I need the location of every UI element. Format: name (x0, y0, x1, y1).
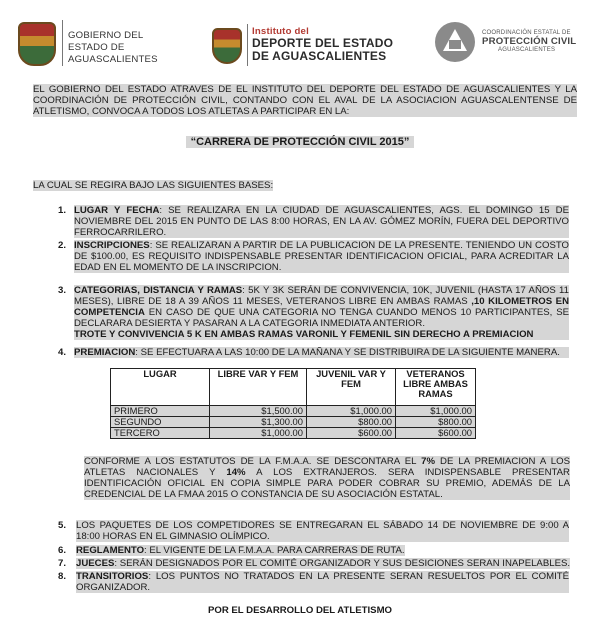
intro-paragraph: EL GOBIERNO DEL ESTADO ATRAVES DE EL INSTITUTO DEL DEPORTE DEL ESTADO DE AGUASCALIENTES Y LA COORDINACIÓN DE PROTECCIÓN CIVIL, CONTANDO CON EL AVAL DE LA ASOCIACION AGUASCALENTENSE DE ATLETISMO, CONVOCA A TODOS LOS ATLETAS A PARTICIPAR EN LA: (33, 84, 577, 117)
item-text: EN CASO DE QUE UNA CATEGORIA NO TENGA CUANDO MENOS 10 PARTICIPANTES, SE DECLARARA DESIERTA Y PASARAN A LA CATEGORIA INMEDIATA ANTERIOR. (74, 307, 569, 329)
item-text: : SERÁN DESIGNADOS POR EL COMITÉ ORGANIZADOR Y SUS DESICIONES SERAN INAPELABLES. (114, 558, 571, 569)
item-bold: ,10 KILOMETROS EN COMPETENCIA (74, 296, 570, 318)
table-row (111, 406, 476, 417)
conforme-text: DE LA PREMIACION A LOS ATLETAS NACIONALES Y (84, 456, 570, 478)
table-cell: $600.00 (307, 428, 396, 439)
table-header: LIBRE VAR Y FEM (210, 369, 307, 406)
item-text: : EL VIGENTE DE LA F.M.A.A. PARA CARRERAS DE RUTA. (144, 545, 405, 556)
table-header-row (111, 369, 476, 406)
conforme-text: CONFORME A LOS ESTATUTOS DE LA F.M.A.A. SE DESCONTARA EL (84, 456, 422, 467)
item-jueces (76, 558, 570, 569)
gobierno-logo-text: GOBIERNO DEL ESTADO DE AGUASCALIENTES (68, 30, 158, 65)
item-text: : SE REALIZARAN A PARTIR DE LA PUBLICACION DE LA PRESENTE. TENIENDO UN COSTO DE $100.00, ES REQUISITO INDISPENSABLE PRESENTAR IDENTIFICACION OFICIAL, PARA ACREDITAR LA EDAD EN EL MOMENTO DE LA INSCRIPCION. (74, 240, 569, 273)
ide-logo-pretitle: Instituto del (252, 26, 309, 37)
item-number: 3. (58, 285, 67, 296)
table-cell: $600.00 (396, 428, 476, 439)
table-cell: TERCERO (111, 428, 210, 439)
table-cell: PRIMERO (111, 406, 210, 417)
prize-table (110, 368, 476, 439)
item-number: 2. (58, 240, 67, 251)
item-reglamento (76, 545, 405, 556)
item-text: LOS PAQUETES DE LOS COMPETIDORES SE ENTREGARAN EL SÁBADO 14 DE NOVIEMBRE DE 9:00 A 18:00 HORAS EN EL GIMNASIO OLÍMPICO. (76, 520, 569, 542)
table-cell: $1,500.00 (210, 406, 307, 417)
table-row (111, 417, 476, 428)
item-label: CATEGORIAS, DISTANCIA Y RAMAS (74, 285, 243, 296)
table-cell: SEGUNDO (111, 417, 210, 428)
item-lugar-fecha (74, 205, 569, 238)
table-cell: $1,000.00 (307, 406, 396, 417)
percent-nacional: 7% (421, 456, 435, 467)
table-cell: $800.00 (396, 417, 476, 428)
divider (62, 20, 63, 66)
item-label: TRANSITORIOS (76, 571, 149, 582)
item-label: JUECES (76, 558, 115, 569)
item-label: INSCRIPCIONES (74, 240, 150, 251)
item-number: 1. (58, 205, 67, 216)
item-transitorios (76, 571, 569, 593)
proteccion-civil-emblem-icon (435, 22, 475, 62)
bases-intro: LA CUAL SE REGIRA BAJO LAS SIGUIENTES BASES: (33, 180, 274, 191)
item-label: PREMIACION (74, 347, 136, 358)
item-number: 4. (58, 347, 67, 358)
event-title: “CARRERA DE PROTECCIÓN CIVIL 2015” (186, 136, 414, 148)
item-number: 8. (58, 571, 67, 582)
item-paquetes (76, 520, 569, 542)
pc-logo-line2: PROTECCIÓN CIVIL (482, 36, 577, 47)
table-cell: $1,000.00 (210, 428, 307, 439)
item-text: : SE EFECTUARA A LAS 10:00 DE LA MAÑANA Y SE DISTRIBUIRA DE LA SIGUIENTE MANERA. (135, 347, 560, 358)
state-coat-of-arms-icon (18, 22, 56, 66)
item-label: REGLAMENTO (76, 545, 145, 556)
item-number: 5. (58, 520, 67, 531)
table-cell: $800.00 (307, 417, 396, 428)
item-inscripciones (74, 240, 569, 273)
pc-logo-line3: AGUASCALIENTES (498, 47, 556, 53)
ide-coat-of-arms-icon (212, 28, 242, 64)
pc-logo-line1: COORDINACIÓN ESTATAL DE (482, 30, 571, 36)
table-cell: $1,000.00 (396, 406, 476, 417)
table-row (111, 428, 476, 439)
conforme-text: A LOS EXTRANJEROS. SERA INDISPENSABLE PRESENTAR IDENTIFICACIÓN OFICIAL EN COPIA SIMPLE PARA PODER COBRAR SU PREMIO, ADEMÁS DE LA CREDENCIAL DE LA FMAA 2015 O CONSTANCIA DE SU ASOCIACIÓN ESTATAL. (84, 467, 570, 500)
item-text: : SE REALIZARA EN LA CIUDAD DE AGUASCALIENTES, AGS. EL DOMINGO 15 DE NOVIEMBRE DEL 2015 EN PUNTO DE LAS 8:00 HORAS, EN LA AV. GÓMEZ MORÍN, FUERA DEL DEPORTIVO FERROCARRILERO. (74, 205, 569, 238)
item-text: : 5K Y 3K SERÁN DE CONVIVENCIA, 10K, JUVENIL (HASTA 17 AÑOS 11 MESES), LIBRE DE 18 A 39 AÑOS 11 MESES, VETERANOS LIBRE EN AMBAS RAMAS (74, 285, 569, 307)
item-number: 7. (58, 558, 67, 569)
item-bold: TROTE Y CONVIVENCIA 5 K EN AMBAS RAMAS VARONIL Y FEMENIL SIN DERECHO A PREMIACION (74, 329, 534, 340)
percent-extranjero: 14% (226, 467, 246, 478)
closing-slogan: POR EL DESARROLLO DEL ATLETISMO (207, 605, 393, 616)
item-label: LUGAR Y FECHA (74, 205, 160, 216)
table-cell: $1,300.00 (210, 417, 307, 428)
item-number: 6. (58, 545, 67, 556)
divider (247, 24, 248, 66)
item-text: : LOS PUNTOS NO TRATADOS EN LA PRESENTE SERAN RESUELTOS POR EL COMITÉ ORGANIZADOR. (76, 571, 569, 593)
conforme-paragraph (84, 456, 570, 500)
item-categorias (74, 285, 569, 340)
item-premiacion (74, 347, 569, 358)
table-header: LUGAR (111, 369, 210, 406)
letterhead (0, 0, 600, 70)
table-header: JUVENIL VAR Y FEM (307, 369, 396, 406)
table-header: VETERANOS LIBRE AMBAS RAMAS (396, 369, 476, 406)
ide-logo-text: DEPORTE DEL ESTADO DE AGUASCALIENTES (252, 36, 394, 63)
